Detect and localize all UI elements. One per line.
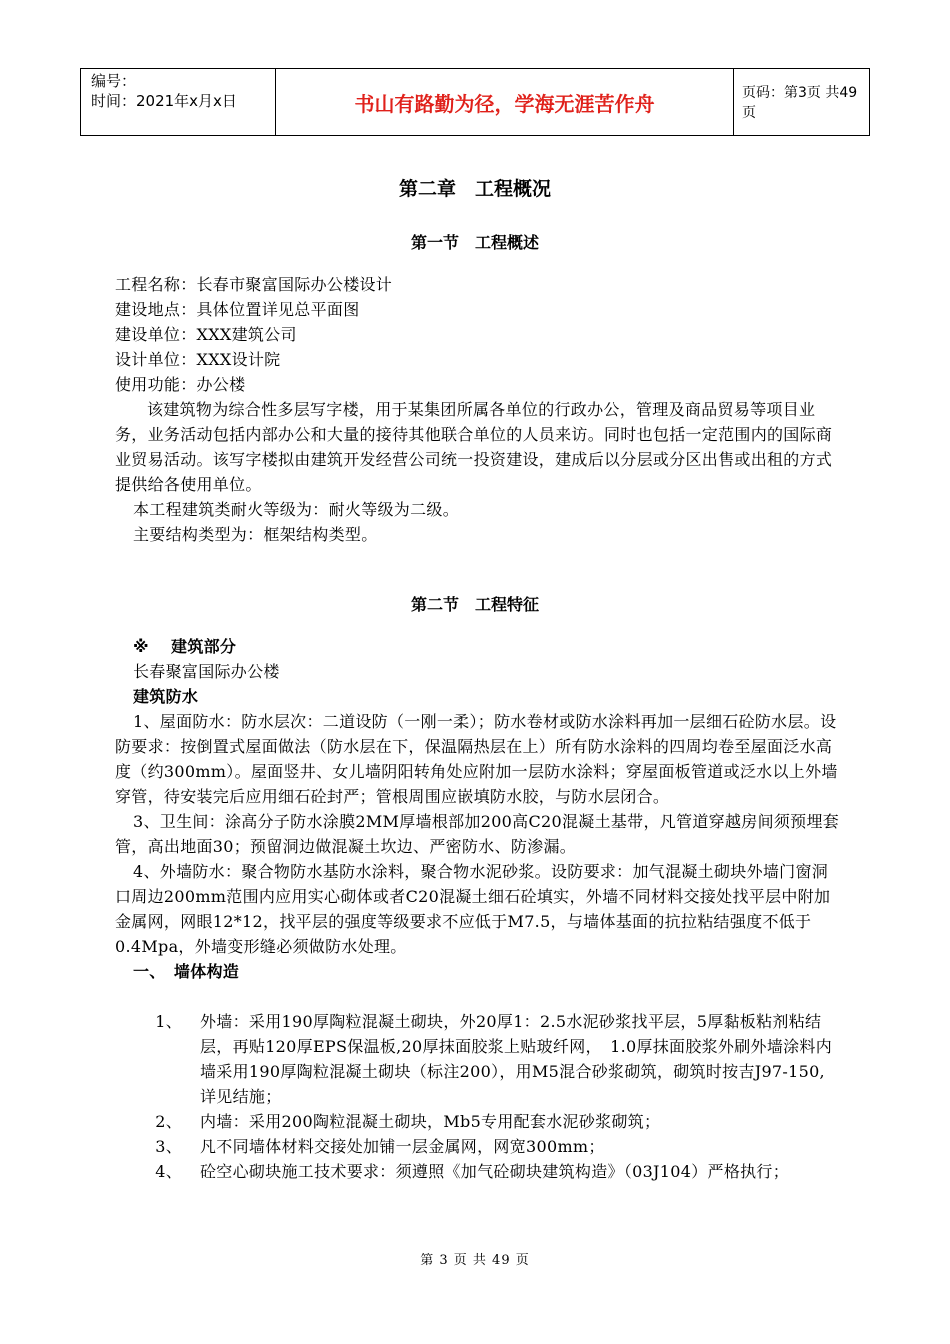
header-meta bbox=[81, 69, 276, 135]
wall-construction-list bbox=[115, 1009, 840, 1184]
page-header bbox=[80, 68, 870, 136]
page-footer: 第 3 页 共 49 页 bbox=[420, 1253, 530, 1268]
section1-title: 第一节 工程概述 bbox=[410, 233, 539, 252]
section2-body bbox=[115, 634, 840, 984]
project-owner: 建设单位：XXX建筑公司 bbox=[115, 325, 297, 344]
header-page-info: 页码：第3页 共49页 bbox=[742, 85, 858, 121]
exterior-wall-waterproof: 4、外墙防水：聚合物防水基防水涂料，聚合物水泥砂浆。设防要求：加气混凝土砌块外墙门窗洞口周边200mm范围内应用实心砌体或者C20混凝土细石砼填实，外墙不同材料交接处找平层中附加金属网，网眼12*12，找平层的强度等级要求不应低于M7.5，与墙体基面的抗拉粘结强度不低于0.4Mpa，外墙变形缝必须做防水处理。 bbox=[115, 862, 831, 956]
project-function: 使用功能：办公楼 bbox=[115, 375, 246, 394]
structure-type: 主要结构类型为：框架结构类型。 bbox=[133, 525, 378, 544]
section2-title: 第二节 工程特征 bbox=[410, 595, 539, 614]
list-item-number: 2、 bbox=[155, 1112, 182, 1131]
project-designer: 设计单位：XXX设计院 bbox=[115, 350, 281, 369]
project-location: 建设地点：具体位置详见总平面图 bbox=[115, 300, 360, 319]
header-motto: 书山有路勤为径，学海无涯苦作舟 bbox=[276, 69, 734, 135]
list-item-number: 1、 bbox=[155, 1012, 182, 1031]
list-item-number: 3、 bbox=[155, 1137, 182, 1156]
list-item-text: 内墙：采用200陶粒混凝土砌块，Mb5专用配套水泥砂浆砌筑； bbox=[200, 1112, 661, 1131]
roof-waterproof: 1、屋面防水：防水层次：二道设防（一刚一柔）；防水卷材或防水涂料再加一层细石砼防水层。设防要求：按倒置式屋面做法（防水层在下，保温隔热层在上）所有防水涂料的四周均卷至屋面泛水高度（约300mm）。屋面竖井、女儿墙阴阳转角处应附加一层防水涂料；穿屋面板管道或泛水以上外墙穿管，待安装完后应用细石砼封严；管根周围应嵌填防水胶，与防水层闭合。 bbox=[115, 712, 838, 806]
architecture-heading: ※ 建筑部分 bbox=[133, 637, 237, 656]
list-item-text: 凡不同墙体材料交接处加铺一层金属网，网宽300mm； bbox=[200, 1137, 605, 1156]
chapter-title: 第二章 工程概况 bbox=[398, 178, 551, 200]
list-item-number: 4、 bbox=[155, 1162, 182, 1181]
document-number: 编号： bbox=[91, 72, 137, 90]
list-item bbox=[115, 1109, 840, 1134]
list-item bbox=[115, 1009, 840, 1109]
fire-rating: 本工程建筑类耐火等级为：耐火等级为二级。 bbox=[133, 500, 460, 519]
waterproof-heading: 建筑防水 bbox=[133, 687, 199, 706]
wall-construction-heading: 一、 墙体构造 bbox=[133, 962, 240, 981]
list-item-text: 砼空心砌块施工技术要求：须遵照《加气砼砌块建筑构造》（03J104）严格执行； bbox=[200, 1162, 790, 1181]
bathroom-waterproof: 3、卫生间：涂高分子防水涂膜2MM厚墙根部加200高C20混凝土基带，凡管道穿越房间须预埋套管，高出地面30；预留洞边做混凝土坎边、严密防水、防渗漏。 bbox=[115, 812, 840, 856]
document-time: 时间：2021年x月x日 bbox=[91, 92, 237, 110]
building-name: 长春聚富国际办公楼 bbox=[133, 662, 280, 681]
list-item bbox=[115, 1134, 840, 1159]
project-description: 该建筑物为综合性多层写字楼，用于某集团所属各单位的行政办公，管理及商品贸易等项目业务，业务活动包括内部办公和大量的接待其他联合单位的人员来访。同时也包括一定范围内的国际商业贸易活动。该写字楼拟由建筑开发经营公司统一投资建设，建成后以分层或分区出售或出租的方式提供给各使用单位。 bbox=[115, 400, 833, 494]
section1-body bbox=[115, 272, 840, 547]
project-name: 工程名称：长春市聚富国际办公楼设计 bbox=[115, 275, 393, 294]
list-item-text: 外墙：采用190厚陶粒混凝土砌块，外20厚1：2.5水泥砂浆找平层，5厚黏板粘剂粘结层，再贴120厚EPS保温板,20厚抹面胶浆上贴玻纤网， 1.0厚抹面胶浆外刷外墙涂料内墙采用190厚陶粒混凝土砌块（标注200），用M5混合砂浆砌筑，砌筑时按吉J97-150,详见结施； bbox=[200, 1012, 833, 1106]
list-item bbox=[115, 1159, 840, 1184]
